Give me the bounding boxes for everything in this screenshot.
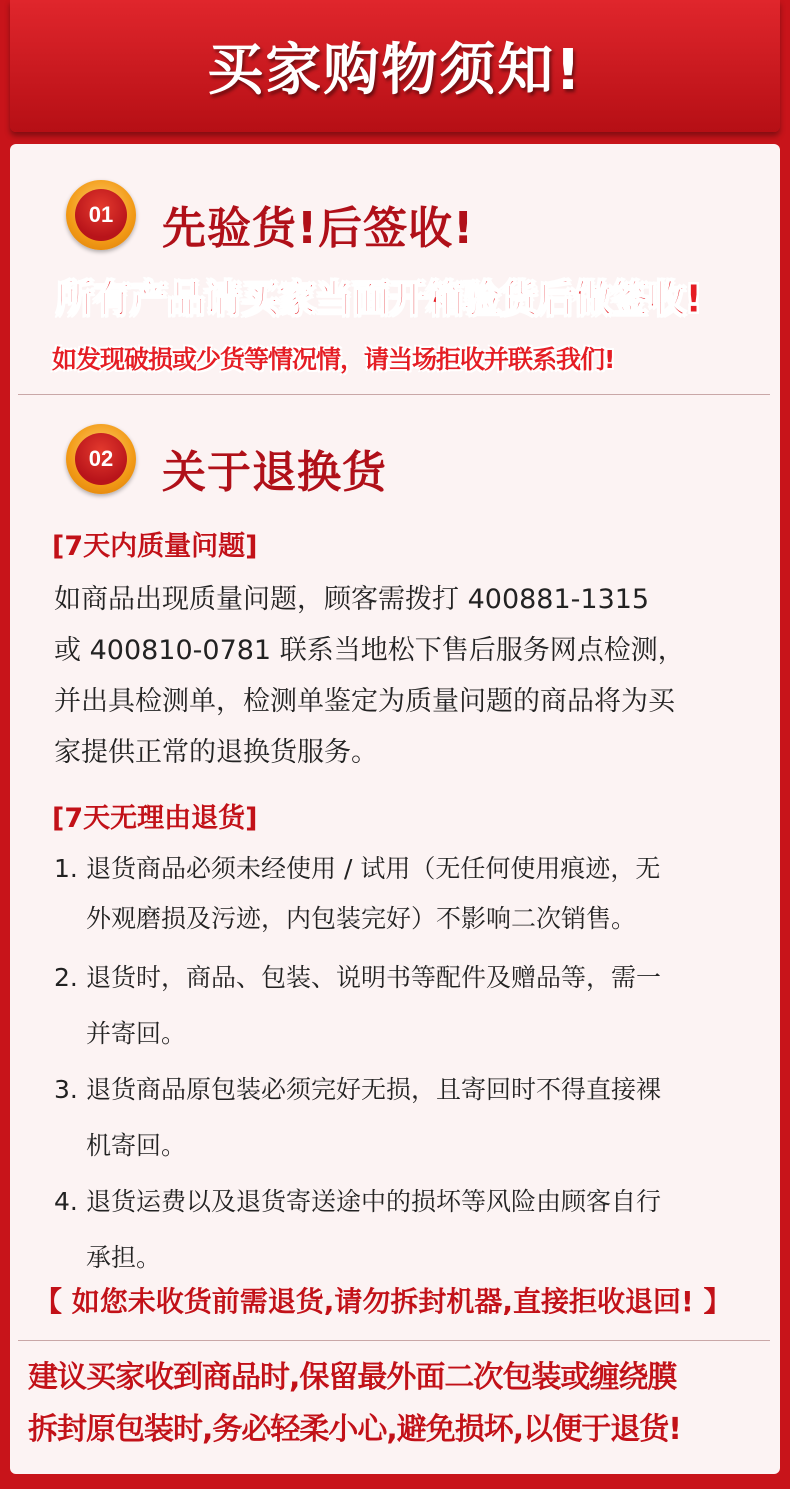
- section-1-badge: [66, 180, 136, 250]
- refuse-before-receipt-notice: 【 如您未收货前需退货,请勿拆封机器,直接拒收退回! 】: [34, 1285, 732, 1318]
- quality-line: 或 400810-0781 联系当地松下售后服务网点检测，: [54, 635, 685, 666]
- no-reason-return-heading: [7天无理由退货]: [52, 803, 258, 834]
- return-rules-list: [54, 844, 764, 1286]
- footer-tip-line-2: 拆封原包装时,务必轻柔小心,避免损坏,以便于退货!: [28, 1412, 681, 1447]
- list-line: 退货运费以及退货寄送途中的损坏等风险由顾客自行: [86, 1187, 662, 1216]
- section-1-title: 先验货!后签收!: [162, 203, 475, 254]
- section-2-badge: [66, 424, 136, 494]
- quality-issue-heading: [7天内质量问题]: [52, 531, 258, 562]
- quality-line: 家提供正常的退换货服务。: [54, 737, 378, 768]
- reject-damaged-highlight: 如发现破损或少货等情况情，请当场拒收并联系我们!: [52, 345, 615, 374]
- list-item: [54, 844, 764, 944]
- page-title: 买家购物须知!: [207, 38, 583, 103]
- quality-line: 如商品出现质量问题，顾客需拨打 400881-1315: [54, 584, 650, 615]
- section-2-title: 关于退换货: [162, 447, 387, 498]
- notice-panel: [10, 144, 780, 1474]
- inspect-before-sign-highlight: 所有产品请买家当面开箱验货后做签收!: [56, 277, 702, 321]
- footer-tip-line-1: 建议买家收到商品时,保留最外面二次包装或缠绕膜: [28, 1360, 677, 1395]
- list-number: 2.: [54, 963, 78, 992]
- footer-divider: [18, 1340, 770, 1341]
- page-header: [10, 0, 780, 132]
- list-item: [54, 1062, 764, 1174]
- list-line: 外观磨损及污迹，内包装完好）不影响二次销售。: [86, 904, 637, 933]
- quality-line: 并出具检测单，检测单鉴定为质量问题的商品将为买: [54, 686, 675, 717]
- list-line: 承担。: [86, 1243, 162, 1272]
- section-divider: [18, 394, 770, 395]
- section-1-badge-number: 01: [75, 189, 127, 241]
- list-item: [54, 1174, 764, 1286]
- list-line: 退货商品必须未经使用 / 试用（无任何使用痕迹，无: [86, 854, 661, 883]
- list-number: 1.: [54, 854, 78, 883]
- quality-issue-text: [54, 574, 764, 778]
- list-item: [54, 950, 764, 1062]
- list-line: 退货时，商品、包装、说明书等配件及赠品等，需一: [86, 963, 662, 992]
- list-line: 退货商品原包装必须完好无损，且寄回时不得直接裸: [86, 1075, 662, 1104]
- list-line: 机寄回。: [86, 1131, 187, 1160]
- list-number: 4.: [54, 1187, 78, 1216]
- list-line: 并寄回。: [86, 1019, 187, 1048]
- section-2-badge-number: 02: [75, 433, 127, 485]
- list-number: 3.: [54, 1075, 78, 1104]
